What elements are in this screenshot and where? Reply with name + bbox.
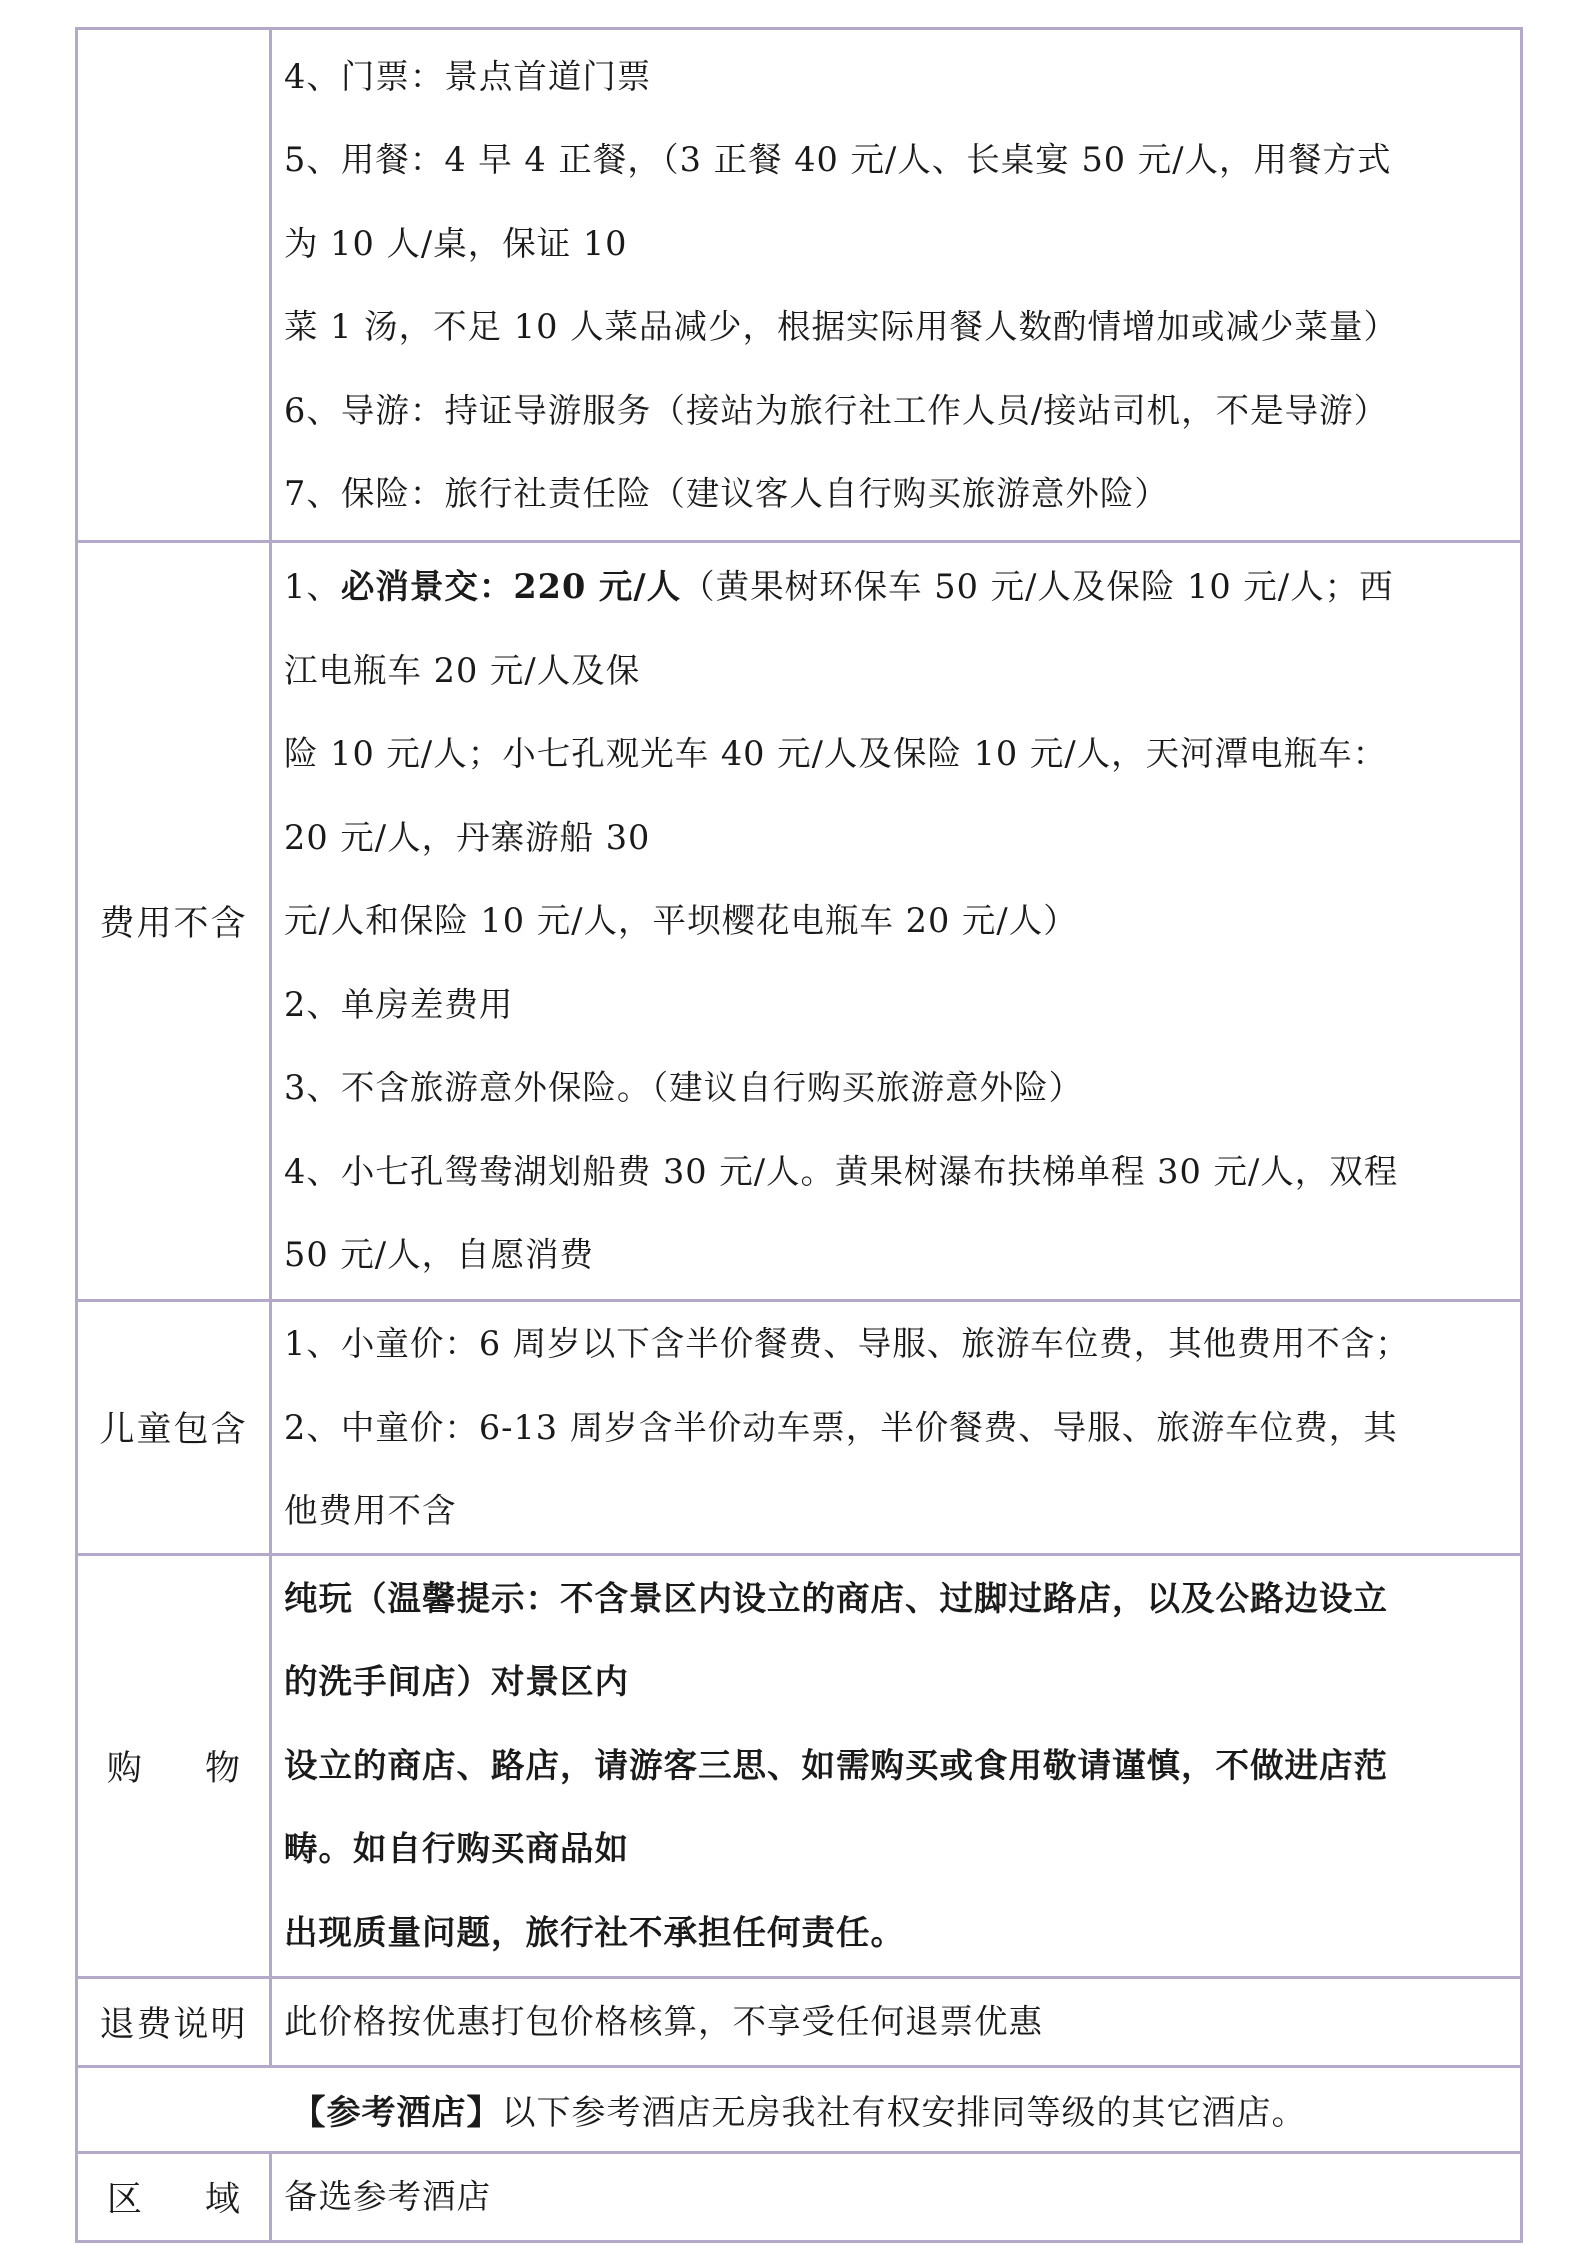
fees-included-line: 为 10 人/桌，保证 10 bbox=[284, 223, 628, 263]
fees-included-line: 菜 1 汤，不足 10 人菜品减少，根据实际用餐人数酌情增加或减少菜量） bbox=[284, 307, 1399, 346]
fees-excluded-line: 险 10 元/人；小七孔观光车 40 元/人及保险 10 元/人，天河潭电瓶车： bbox=[284, 734, 1388, 774]
shopping-line: 的洗手间店）对景区内 bbox=[284, 1662, 629, 1702]
fees-excluded-line: 50 元/人，自愿消费 bbox=[284, 1235, 595, 1275]
children-line: 1、小童价：6 周岁以下含半价餐费、导服、旅游车位费，其他费用不含； bbox=[284, 1324, 1410, 1363]
shopping-content bbox=[271, 1554, 1522, 1977]
region-value: 备选参考酒店 bbox=[284, 2176, 491, 2216]
fees-excluded-line: 元/人和保险 10 元/人，平坝樱花电瓶车 20 元/人） bbox=[284, 901, 1078, 941]
shopping-row bbox=[77, 1554, 1522, 1977]
mandatory-fee-text: 必消景交：220 元/人 bbox=[340, 567, 682, 607]
region-label bbox=[77, 2152, 271, 2241]
children-line: 他费用不含 bbox=[284, 1491, 457, 1530]
itinerary-table bbox=[75, 27, 1523, 2243]
hotel-notice-text: 以下参考酒店无房我社有权安排同等级的其它酒店。 bbox=[501, 2092, 1307, 2133]
children-label: 儿童包含 bbox=[77, 1301, 271, 1555]
list-number: 1、 bbox=[284, 567, 341, 607]
refund-label: 退费说明 bbox=[77, 1977, 271, 2066]
shopping-line: 畴。如自行购买商品如 bbox=[284, 1829, 629, 1869]
region-content bbox=[271, 2152, 1522, 2241]
mandatory-fee-details: （黄果树环保车 50 元/人及保险 10 元/人；西 bbox=[681, 567, 1394, 607]
hotel-notice-bracket: 【参考酒店】 bbox=[291, 2092, 502, 2133]
fees-excluded-line: 20 元/人，丹寨游船 30 bbox=[284, 817, 651, 857]
fees-included-label bbox=[77, 29, 271, 542]
fees-excluded-line bbox=[284, 545, 1506, 629]
fees-excluded-line: 4、小七孔鸳鸯湖划船费 30 元/人。黄果树瀑布扶梯单程 30 元/人，双程 bbox=[284, 1151, 1399, 1191]
children-line: 2、中童价：6-13 周岁含半价动车票，半价餐费、导服、旅游车位费，其 bbox=[284, 1407, 1398, 1447]
shopping-line: 设立的商店、路店，请游客三思、如需购买或食用敬请谨慎，不做进店范 bbox=[284, 1745, 1388, 1785]
fees-excluded-label: 费用不含 bbox=[77, 542, 271, 1301]
fees-included-content bbox=[271, 29, 1522, 542]
fees-excluded-line: 3、不含旅游意外保险。（建议自行购买旅游意外险） bbox=[284, 1068, 1084, 1108]
children-content bbox=[271, 1301, 1522, 1555]
shopping-label-text: 购 物 bbox=[106, 1748, 267, 1789]
fees-included-line: 5、用餐：4 早 4 正餐，（3 正餐 40 元/人、长桌宴 50 元/人，用餐方式 bbox=[284, 140, 1392, 179]
hotel-notice bbox=[77, 2066, 1522, 2152]
shopping-label bbox=[77, 1554, 271, 1977]
shopping-line: 出现质量问题，旅行社不承担任何责任。 bbox=[284, 1912, 905, 1952]
refund-text: 此价格按优惠打包价格核算，不享受任何退票优惠 bbox=[284, 2001, 1043, 2041]
children-row bbox=[77, 1301, 1522, 1555]
fees-included-row bbox=[77, 29, 1522, 542]
fees-excluded-row bbox=[77, 542, 1522, 1301]
fees-excluded-line: 江电瓶车 20 元/人及保 bbox=[284, 650, 641, 690]
fees-included-line: 4、门票：景点首道门票 bbox=[284, 56, 652, 96]
fees-excluded-line: 2、单房差费用 bbox=[284, 984, 514, 1024]
region-label-text: 区 域 bbox=[106, 2179, 267, 2220]
hotel-notice-row bbox=[77, 2066, 1522, 2152]
fees-included-line: 7、保险：旅行社责任险（建议客人自行购买旅游意外险） bbox=[284, 474, 1169, 513]
fees-included-line: 6、导游：持证导游服务（接站为旅行社工作人员/接站司机，不是导游） bbox=[284, 390, 1389, 430]
region-row bbox=[77, 2152, 1522, 2241]
fees-excluded-content bbox=[271, 542, 1522, 1301]
refund-content bbox=[271, 1977, 1522, 2066]
shopping-line: 纯玩（温馨提示：不含景区内设立的商店、过脚过路店，以及公路边设立 bbox=[284, 1578, 1388, 1618]
refund-row bbox=[77, 1977, 1522, 2066]
